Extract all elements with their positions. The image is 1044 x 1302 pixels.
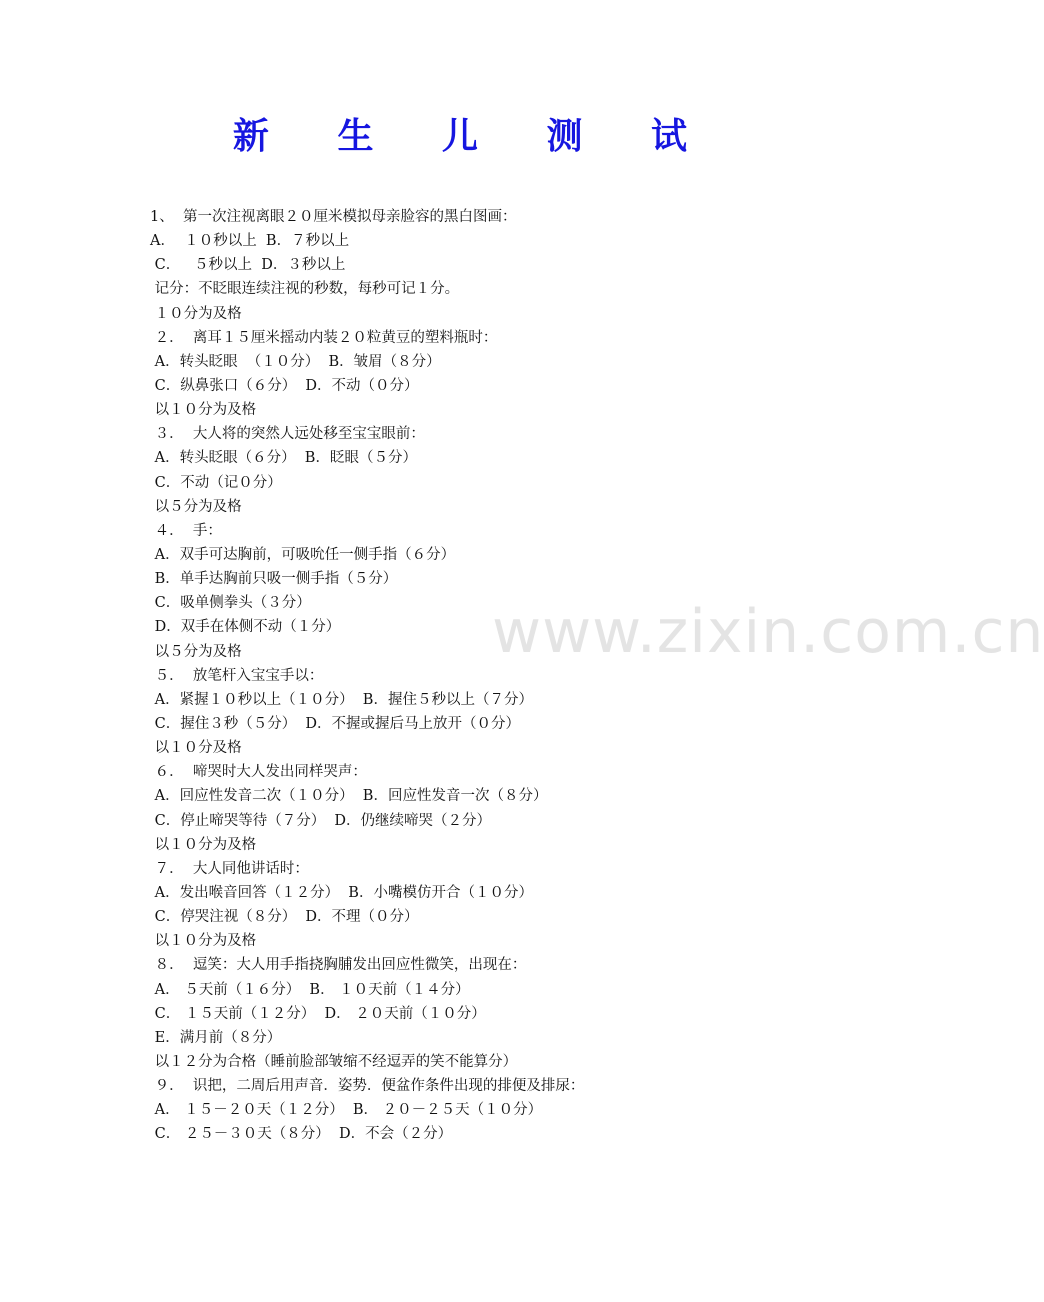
text-line: A． ５天前（１６分） B． １０天前（１４分） [150,981,470,998]
text-line: 以５分为及格 [150,498,242,515]
text-line: ６． 啼哭时大人发出同样哭声： [150,764,367,781]
text-line: 以１０分为及格 [150,402,257,419]
text-line: A． １５－２０天（１２分） B． ２０－２５天（１０分） [150,1102,543,1119]
text-line: ７． 大人同他讲话时： [150,860,309,877]
text-line: 记分：不眨眼连续注视的秒数，每秒可记１分。 [150,281,460,298]
text-line: 以１０分及格 [150,740,242,757]
page-title: 新 生 儿 测 试 [232,115,716,157]
text-line: 以５分为及格 [150,643,242,660]
text-line: C．停止啼哭等待（７分） D．仍继续啼哭（２分） [150,812,492,829]
text-line: C．纵鼻张口（６分） D．不动（０分） [150,377,419,394]
text-line: C．吸单侧拳头（３分） [150,595,311,612]
document-body [150,205,870,1146]
text-line: C．握住３秒（５分） D．不握或握后马上放开（０分） [150,715,521,732]
text-line: ８． 逗笑：大人用手指挠胸脯发出回应性微笑，出现在： [150,957,527,974]
text-line: 1、 第一次注视离眼２０厘米模拟母亲脸容的黑白图画： [150,209,517,225]
text-line: A．转头眨眼（６分） B．眨眼（５分） [150,450,417,467]
text-line: A．发出喉音回答（１２分） B．小嘴模仿开合（１０分） [150,884,533,901]
text-line: ３． 大人将的突然人远处移至宝宝眼前： [150,426,425,443]
text-line: ２． 离耳１５厘米摇动内装２０粒黄豆的塑料瓶时： [150,329,498,346]
text-line: C． ５秒以上 D．３秒以上 [150,257,346,274]
text-line: 以１０分为及格 [150,836,257,853]
text-line: A．双手可达胸前，可吸吮任一侧手指（６分） [150,546,456,563]
text-line: ５． 放笔杆入宝宝手以： [150,667,324,684]
text-line: E．满月前（８分） [150,1029,282,1046]
text-line: ４． 手： [150,522,222,539]
watermark: www.zixin.com.cn [492,597,1044,667]
text-line: C． １５天前（１２分） D． ２０天前（１０分） [150,1005,486,1022]
text-line: C．停哭注视（８分） D．不理（０分） [150,909,419,926]
text-line: B．单手达胸前只吸一侧手指（５分） [150,571,398,588]
text-line: A．紧握１０秒以上（１０分） B．握住５秒以上（７分） [150,691,533,708]
text-line: １０分为及格 [150,305,242,322]
text-line: D．双手在体侧不动（１分） [150,619,341,636]
text-line: A．回应性发音二次（１０分） B．回应性发音一次（８分） [150,788,548,805]
text-line: ９． 识把，二周后用声音．姿势．便盆作条件出现的排便及排尿： [150,1078,585,1095]
text-line: 以１２分为合格（睡前脸部皱缩不经逗弄的笑不能算分） [150,1053,518,1070]
text-line: C． ２５－３０天（８分） D．不会（２分） [150,1126,453,1143]
text-line: A．转头眨眼 （１０分） B．皱眉（８分） [150,353,441,370]
text-line: A． １０秒以上 B．７秒以上 [150,233,350,250]
text-line: 以１０分为及格 [150,933,257,950]
text-line: C．不动（记０分） [150,474,282,491]
